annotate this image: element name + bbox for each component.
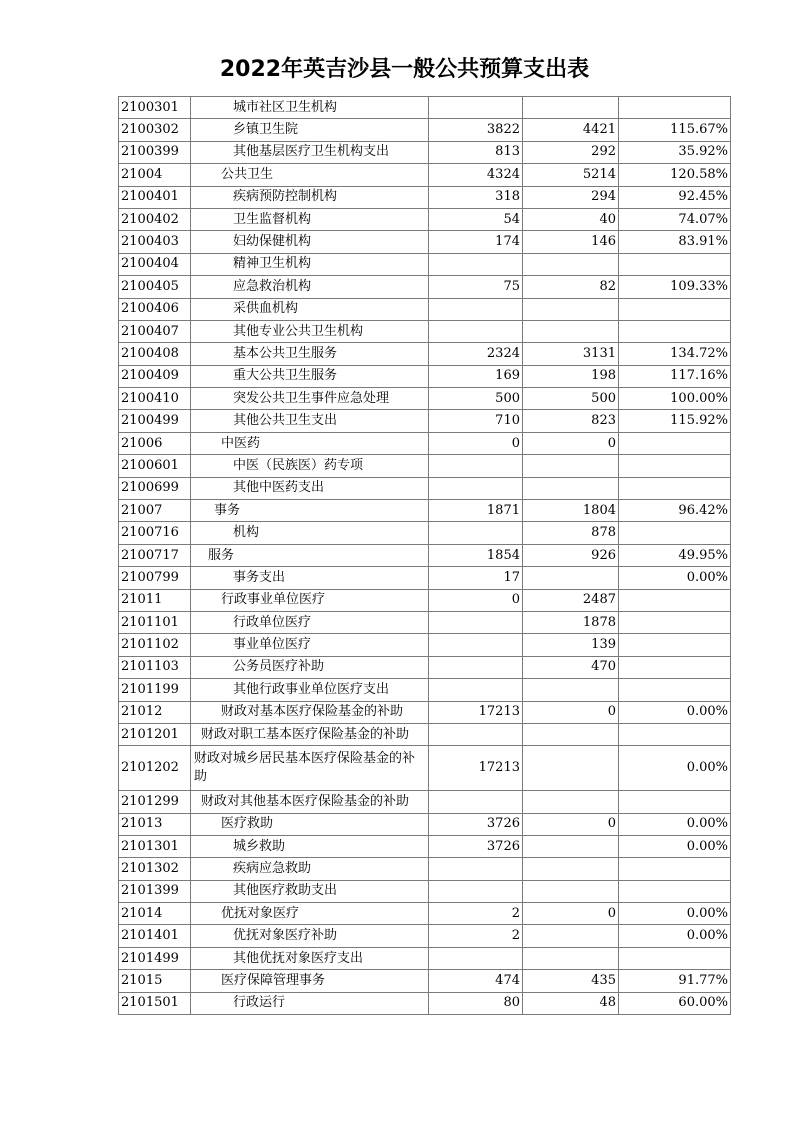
cell-value-a xyxy=(429,97,523,119)
table-row xyxy=(119,925,731,947)
cell-ratio xyxy=(619,656,731,678)
cell-name: 其他中医药支出 xyxy=(191,477,429,499)
cell-code: 2100399 xyxy=(119,141,191,163)
cell-code: 2100410 xyxy=(119,388,191,410)
cell-value-b: 48 xyxy=(523,992,619,1014)
cell-value-a xyxy=(429,611,523,633)
cell-value-b: 5214 xyxy=(523,164,619,186)
cell-name: 服务 xyxy=(191,544,429,566)
table-row xyxy=(119,970,731,992)
table-row xyxy=(119,903,731,925)
table-row xyxy=(119,813,731,835)
cell-value-a: 3726 xyxy=(429,835,523,857)
cell-value-b xyxy=(523,880,619,902)
cell-value-b: 40 xyxy=(523,208,619,230)
cell-name: 采供血机构 xyxy=(191,298,429,320)
cell-code: 2100799 xyxy=(119,567,191,589)
cell-name: 妇幼保健机构 xyxy=(191,231,429,253)
cell-name: 中医药 xyxy=(191,432,429,454)
table-row xyxy=(119,410,731,432)
cell-value-a: 75 xyxy=(429,276,523,298)
cell-value-a xyxy=(429,858,523,880)
table-row xyxy=(119,500,731,522)
cell-ratio: 96.42% xyxy=(619,500,731,522)
cell-code: 2100301 xyxy=(119,97,191,119)
cell-name: 城乡救助 xyxy=(191,835,429,857)
table-row xyxy=(119,723,731,745)
table-row xyxy=(119,656,731,678)
cell-ratio: 91.77% xyxy=(619,970,731,992)
cell-value-a: 2324 xyxy=(429,343,523,365)
cell-ratio: 120.58% xyxy=(619,164,731,186)
cell-ratio xyxy=(619,320,731,342)
cell-name: 城市社区卫生机构 xyxy=(191,97,429,119)
cell-value-a: 318 xyxy=(429,186,523,208)
cell-ratio: 74.07% xyxy=(619,208,731,230)
cell-code: 2101199 xyxy=(119,679,191,701)
cell-value-a xyxy=(429,679,523,701)
cell-value-b: 2487 xyxy=(523,589,619,611)
cell-value-a: 17213 xyxy=(429,701,523,723)
cell-name: 行政事业单位医疗 xyxy=(191,589,429,611)
cell-value-a: 174 xyxy=(429,231,523,253)
cell-value-a xyxy=(429,791,523,813)
table-row xyxy=(119,701,731,723)
cell-code: 2100716 xyxy=(119,522,191,544)
cell-name: 应急救治机构 xyxy=(191,276,429,298)
cell-code: 2100408 xyxy=(119,343,191,365)
cell-ratio: 35.92% xyxy=(619,141,731,163)
cell-ratio: 109.33% xyxy=(619,276,731,298)
cell-value-a xyxy=(429,656,523,678)
cell-value-a: 3726 xyxy=(429,813,523,835)
cell-ratio: 60.00% xyxy=(619,992,731,1014)
cell-code: 2100499 xyxy=(119,410,191,432)
cell-name: 其他优抚对象医疗支出 xyxy=(191,947,429,969)
cell-ratio xyxy=(619,947,731,969)
table-row xyxy=(119,208,731,230)
cell-ratio: 83.91% xyxy=(619,231,731,253)
cell-ratio: 134.72% xyxy=(619,343,731,365)
cell-ratio: 100.00% xyxy=(619,388,731,410)
cell-name: 医疗保障管理事务 xyxy=(191,970,429,992)
cell-value-a: 1854 xyxy=(429,544,523,566)
cell-value-b: 823 xyxy=(523,410,619,432)
cell-ratio xyxy=(619,880,731,902)
table-row xyxy=(119,746,731,791)
cell-ratio: 0.00% xyxy=(619,835,731,857)
cell-value-b xyxy=(523,791,619,813)
cell-value-b xyxy=(523,97,619,119)
cell-value-b: 0 xyxy=(523,813,619,835)
table-row xyxy=(119,880,731,902)
budget-table xyxy=(118,96,731,1015)
cell-name: 财政对其他基本医疗保险基金的补助 xyxy=(191,791,429,813)
cell-value-a: 2 xyxy=(429,925,523,947)
table-row xyxy=(119,611,731,633)
cell-value-b: 198 xyxy=(523,365,619,387)
table-row xyxy=(119,276,731,298)
cell-code: 2100402 xyxy=(119,208,191,230)
cell-ratio xyxy=(619,432,731,454)
cell-code: 2101103 xyxy=(119,656,191,678)
cell-ratio xyxy=(619,455,731,477)
table-row xyxy=(119,164,731,186)
cell-ratio xyxy=(619,522,731,544)
table-row xyxy=(119,679,731,701)
cell-ratio xyxy=(619,589,731,611)
cell-ratio xyxy=(619,253,731,275)
cell-name: 财政对基本医疗保险基金的补助 xyxy=(191,701,429,723)
cell-ratio: 92.45% xyxy=(619,186,731,208)
cell-name: 突发公共卫生事件应急处理 xyxy=(191,388,429,410)
cell-name: 其他公共卫生支出 xyxy=(191,410,429,432)
table-row xyxy=(119,791,731,813)
table-row xyxy=(119,634,731,656)
cell-code: 2100403 xyxy=(119,231,191,253)
cell-value-b xyxy=(523,925,619,947)
cell-name: 医疗救助 xyxy=(191,813,429,835)
cell-value-a: 474 xyxy=(429,970,523,992)
cell-ratio: 0.00% xyxy=(619,746,731,791)
cell-name: 重大公共卫生服务 xyxy=(191,365,429,387)
cell-value-b xyxy=(523,253,619,275)
table-row xyxy=(119,186,731,208)
table-row xyxy=(119,365,731,387)
cell-code: 2101399 xyxy=(119,880,191,902)
cell-ratio xyxy=(619,298,731,320)
cell-value-a: 4324 xyxy=(429,164,523,186)
cell-code: 2100601 xyxy=(119,455,191,477)
table-row xyxy=(119,253,731,275)
cell-ratio: 117.16% xyxy=(619,365,731,387)
cell-name: 优抚对象医疗补助 xyxy=(191,925,429,947)
cell-ratio: 0.00% xyxy=(619,813,731,835)
cell-value-a xyxy=(429,298,523,320)
cell-name: 中医（民族医）药专项 xyxy=(191,455,429,477)
cell-code: 21013 xyxy=(119,813,191,835)
cell-code: 21012 xyxy=(119,701,191,723)
cell-name: 精神卫生机构 xyxy=(191,253,429,275)
cell-code: 2100401 xyxy=(119,186,191,208)
cell-code: 2101202 xyxy=(119,746,191,791)
cell-value-b: 139 xyxy=(523,634,619,656)
cell-ratio xyxy=(619,791,731,813)
table-body xyxy=(119,97,731,1015)
cell-name: 财政对城乡居民基本医疗保险基金的补助 xyxy=(191,746,429,791)
cell-name: 公务员医疗补助 xyxy=(191,656,429,678)
cell-value-a xyxy=(429,455,523,477)
cell-ratio: 0.00% xyxy=(619,701,731,723)
cell-value-b: 0 xyxy=(523,432,619,454)
cell-ratio xyxy=(619,611,731,633)
cell-value-a: 169 xyxy=(429,365,523,387)
cell-code: 2101401 xyxy=(119,925,191,947)
table-row xyxy=(119,298,731,320)
cell-value-b: 3131 xyxy=(523,343,619,365)
cell-code: 2101299 xyxy=(119,791,191,813)
cell-ratio xyxy=(619,679,731,701)
cell-name: 行政运行 xyxy=(191,992,429,1014)
cell-ratio: 49.95% xyxy=(619,544,731,566)
table-row xyxy=(119,388,731,410)
cell-value-b xyxy=(523,320,619,342)
cell-name: 公共卫生 xyxy=(191,164,429,186)
cell-code: 2101499 xyxy=(119,947,191,969)
cell-name: 事业单位医疗 xyxy=(191,634,429,656)
table-row xyxy=(119,477,731,499)
cell-code: 2101101 xyxy=(119,611,191,633)
cell-value-a: 17 xyxy=(429,567,523,589)
cell-value-b: 1878 xyxy=(523,611,619,633)
cell-value-b: 470 xyxy=(523,656,619,678)
cell-code: 21015 xyxy=(119,970,191,992)
cell-name: 基本公共卫生服务 xyxy=(191,343,429,365)
cell-name: 其他基层医疗卫生机构支出 xyxy=(191,141,429,163)
cell-value-b xyxy=(523,947,619,969)
cell-value-b: 0 xyxy=(523,701,619,723)
cell-value-a: 710 xyxy=(429,410,523,432)
cell-code: 2100409 xyxy=(119,365,191,387)
table-row xyxy=(119,97,731,119)
cell-value-b xyxy=(523,858,619,880)
cell-value-b: 500 xyxy=(523,388,619,410)
cell-value-b: 926 xyxy=(523,544,619,566)
cell-value-a: 54 xyxy=(429,208,523,230)
cell-value-a: 1871 xyxy=(429,500,523,522)
table-row xyxy=(119,567,731,589)
table-row xyxy=(119,835,731,857)
cell-code: 21011 xyxy=(119,589,191,611)
cell-value-b: 435 xyxy=(523,970,619,992)
cell-code: 2100717 xyxy=(119,544,191,566)
cell-value-a xyxy=(429,320,523,342)
cell-value-b: 0 xyxy=(523,903,619,925)
cell-value-b: 878 xyxy=(523,522,619,544)
table-row xyxy=(119,119,731,141)
table-row xyxy=(119,320,731,342)
cell-value-b: 1804 xyxy=(523,500,619,522)
cell-value-b xyxy=(523,679,619,701)
cell-name: 优抚对象医疗 xyxy=(191,903,429,925)
table-row xyxy=(119,858,731,880)
cell-ratio xyxy=(619,634,731,656)
cell-ratio xyxy=(619,477,731,499)
cell-name: 其他专业公共卫生机构 xyxy=(191,320,429,342)
cell-value-b: 292 xyxy=(523,141,619,163)
cell-ratio xyxy=(619,858,731,880)
cell-value-b: 146 xyxy=(523,231,619,253)
table-row xyxy=(119,455,731,477)
cell-name: 疾病应急救助 xyxy=(191,858,429,880)
cell-code: 21004 xyxy=(119,164,191,186)
cell-value-b: 4421 xyxy=(523,119,619,141)
cell-value-a xyxy=(429,723,523,745)
table-row xyxy=(119,992,731,1014)
cell-code: 2100302 xyxy=(119,119,191,141)
table-row xyxy=(119,947,731,969)
cell-code: 2100405 xyxy=(119,276,191,298)
cell-value-a xyxy=(429,880,523,902)
cell-value-a xyxy=(429,634,523,656)
cell-value-b: 294 xyxy=(523,186,619,208)
cell-name: 事务 xyxy=(191,500,429,522)
cell-code: 2100407 xyxy=(119,320,191,342)
cell-code: 2100406 xyxy=(119,298,191,320)
cell-code: 2101301 xyxy=(119,835,191,857)
cell-code: 21014 xyxy=(119,903,191,925)
table-row xyxy=(119,343,731,365)
cell-ratio xyxy=(619,723,731,745)
cell-ratio: 0.00% xyxy=(619,903,731,925)
cell-code: 2100404 xyxy=(119,253,191,275)
cell-value-a: 813 xyxy=(429,141,523,163)
cell-code: 2100699 xyxy=(119,477,191,499)
cell-ratio: 0.00% xyxy=(619,925,731,947)
cell-value-b xyxy=(523,567,619,589)
cell-ratio xyxy=(619,97,731,119)
cell-name: 机构 xyxy=(191,522,429,544)
cell-value-a xyxy=(429,253,523,275)
cell-name: 事务支出 xyxy=(191,567,429,589)
table-row xyxy=(119,522,731,544)
cell-value-b xyxy=(523,477,619,499)
cell-ratio: 115.67% xyxy=(619,119,731,141)
cell-value-a: 17213 xyxy=(429,746,523,791)
cell-name: 乡镇卫生院 xyxy=(191,119,429,141)
cell-code: 2101201 xyxy=(119,723,191,745)
cell-value-b xyxy=(523,746,619,791)
cell-value-a xyxy=(429,947,523,969)
cell-value-a: 0 xyxy=(429,432,523,454)
cell-value-b: 82 xyxy=(523,276,619,298)
cell-name: 行政单位医疗 xyxy=(191,611,429,633)
cell-name: 财政对职工基本医疗保险基金的补助 xyxy=(191,723,429,745)
cell-value-a: 3822 xyxy=(429,119,523,141)
cell-code: 2101501 xyxy=(119,992,191,1014)
cell-code: 2101302 xyxy=(119,858,191,880)
cell-value-a xyxy=(429,522,523,544)
cell-value-a: 2 xyxy=(429,903,523,925)
page-title: 2022年英吉沙县一般公共预算支出表 xyxy=(219,57,590,82)
cell-value-a: 0 xyxy=(429,589,523,611)
cell-name: 卫生监督机构 xyxy=(191,208,429,230)
cell-ratio: 0.00% xyxy=(619,567,731,589)
table-row xyxy=(119,231,731,253)
cell-code: 21006 xyxy=(119,432,191,454)
table-row xyxy=(119,589,731,611)
cell-value-b xyxy=(523,835,619,857)
cell-name: 其他行政事业单位医疗支出 xyxy=(191,679,429,701)
cell-value-b xyxy=(523,723,619,745)
cell-value-a: 80 xyxy=(429,992,523,1014)
table-row xyxy=(119,141,731,163)
cell-code: 2101102 xyxy=(119,634,191,656)
cell-name: 其他医疗救助支出 xyxy=(191,880,429,902)
cell-ratio: 115.92% xyxy=(619,410,731,432)
cell-value-a: 500 xyxy=(429,388,523,410)
cell-code: 21007 xyxy=(119,500,191,522)
table-row xyxy=(119,432,731,454)
cell-name: 疾病预防控制机构 xyxy=(191,186,429,208)
table-row xyxy=(119,544,731,566)
cell-value-a xyxy=(429,477,523,499)
cell-value-b xyxy=(523,455,619,477)
cell-value-b xyxy=(523,298,619,320)
